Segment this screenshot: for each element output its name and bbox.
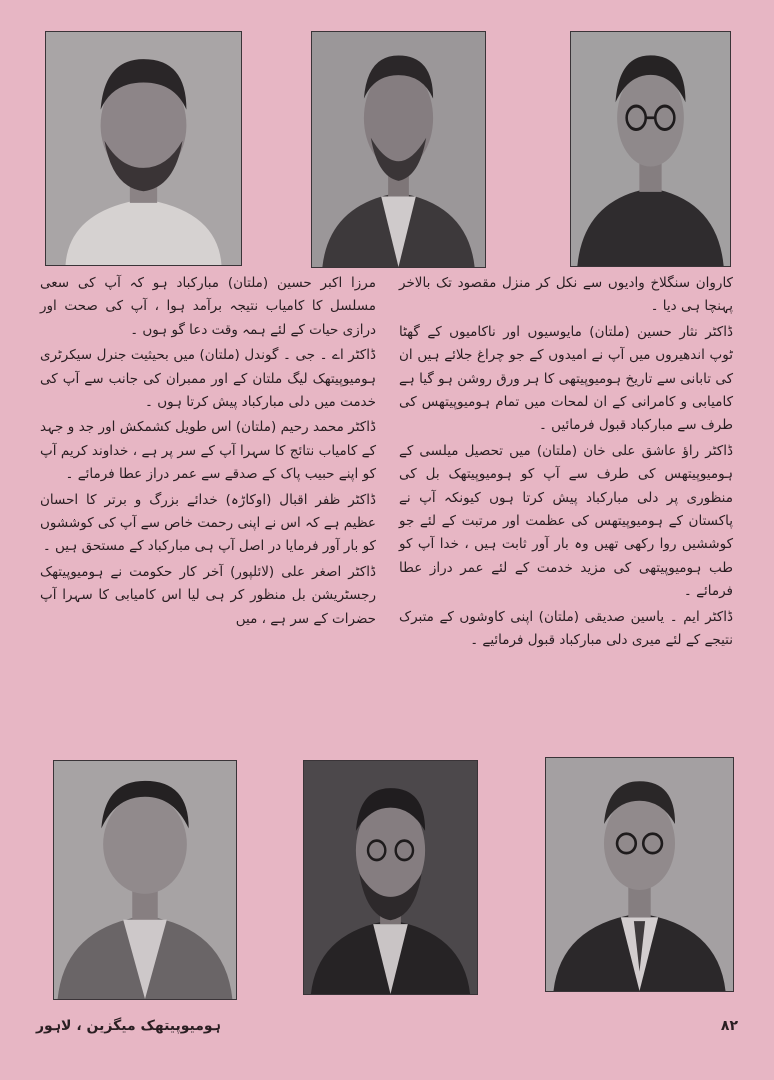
paragraph: ڈاکٹر اصغر علی (لائلپور) آخر کار حکومت نے ہومیوپیتھک رجسٹریشن بل منظور کر ہی لیا اس کامیابی کا سہرا آپ حضرات کے سر ہے ، میں bbox=[40, 563, 376, 627]
portrait-photo-top-right bbox=[570, 31, 731, 267]
portrait-silhouette bbox=[54, 761, 236, 999]
paragraph: مرزا اکبر حسین (ملتان) مبارکباد ہو کہ آپ کی سعی مسلسل کا کامیاب نتیجہ برآمد ہوا ، آپ کی صحت اور درازی حیات کے لئے ہمہ وقت دعا گو ہوں ۔ bbox=[40, 275, 376, 338]
portrait-silhouette bbox=[546, 758, 733, 991]
paragraph: ڈاکٹر ایم ۔ یاسین صدیقی (ملتان) اپنی کاوشوں کے متبرک نتیجے کے لئے میری دلی مبارکباد قبول فرمائیے ۔ bbox=[399, 608, 733, 649]
portrait-silhouette bbox=[46, 32, 241, 265]
text-column-left bbox=[40, 272, 376, 633]
paragraph: ڈاکٹر محمد رحیم (ملتان) اس طویل کشمکش اور جد و جہد کے کامیاب نتائج کا سہرا آپ کے سر پر ہے ، خداوند کریم آپ کو اپنے حبیب پاک کے صدقے سے عمر دراز عطا فرمائے ۔ bbox=[40, 419, 376, 483]
portrait-photo-bottom-right bbox=[545, 757, 734, 992]
magazine-title: ہومیوپیتھک میگزین ، لاہور bbox=[36, 1018, 221, 1034]
portrait-silhouette bbox=[571, 32, 730, 266]
portrait-photo-bottom-left bbox=[53, 760, 237, 1000]
paragraph: ڈاکٹر ظفر اقبال (اوکاڑہ) خدائے بزرگ و برتر کا احسان عظیم ہے کہ اس نے اپنی رحمت خاص سے آپ کی کوششوں کو بار آور فرمایا در اصل آپ ہی مبارکباد کے مستحق ہیں ۔ bbox=[40, 491, 376, 555]
portrait-photo-top-left bbox=[45, 31, 242, 266]
page-number: ۸۲ bbox=[720, 1018, 738, 1034]
paragraph: کاروان سنگلاخ وادیوں سے نکل کر منزل مقصود تک بالاخر پہنچا ہی دیا ۔ bbox=[399, 275, 733, 315]
portrait-photo-top-center bbox=[311, 31, 486, 268]
paragraph: ڈاکٹر نثار حسین (ملتان) مایوسیوں اور ناکامیوں کے گھٹا ٹوپ اندھیروں میں آپ نے امیدوں کے جو چراغ جلائے ہیں ان کی تابانی سے تاریخ ہومیوپیتھی کا ہر ورق روشن ہو گیا ہے کامیابی و کامرانی کے ان لمحات میں تمام ہومیوپیتھس کی طرف سے مبارکباد قبول فرمائیں ۔ bbox=[399, 323, 733, 434]
portrait-photo-bottom-center bbox=[303, 760, 478, 995]
paragraph: ڈاکٹر اے ۔ جی ۔ گوندل (ملتان) میں بحیثیت جنرل سیکرٹری ہومیوپیتھک لیگ ملتان کے اور ممبران کی جانب سے آپ کی خدمت میں دلی مبارکباد پیش کرتا ہوں ۔ bbox=[40, 347, 376, 411]
portrait-silhouette bbox=[312, 32, 485, 267]
paragraph: ڈاکٹر راؤ عاشق علی خان (ملتان) میں تحصیل میلسی کے ہومیوپیتھس کی طرف سے آپ کو ہومیوپیتھک بل کی منظوری پر دلی مبارکباد پیش کرتا ہوں کیونکہ آپ نے پاکستان کے ہومیوپیتھس کی عظمت اور مرتبت کے لئے جو کوششیں روا رکھی تھیں وہ بار آور ثابت ہیں ، خدا آپ کو طب ہومیوپیتھی کی مزید خدمت کے لئے عمر دراز عطا فرمائے ۔ bbox=[399, 442, 733, 600]
portrait-silhouette bbox=[304, 761, 477, 994]
text-column-right bbox=[399, 272, 733, 655]
